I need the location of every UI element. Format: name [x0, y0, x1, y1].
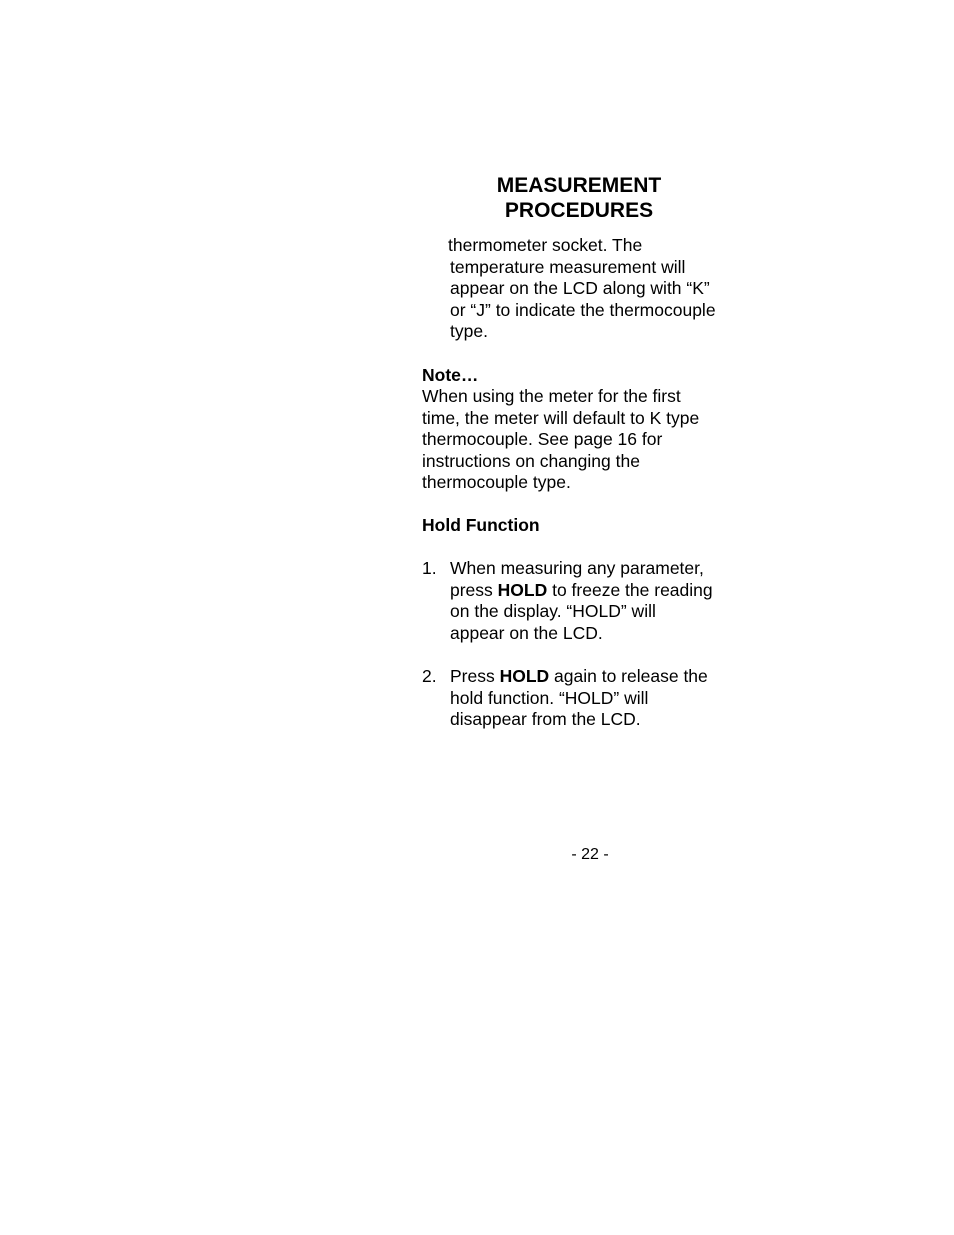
continuation-line: thermometer socket. The: [448, 235, 643, 255]
list-item-number: 1.: [422, 558, 437, 578]
list-item-text: [450, 558, 713, 644]
page-number: - 22 -: [571, 846, 609, 863]
hold-keyword: HOLD: [497, 579, 548, 600]
note-line: thermocouple type.: [422, 472, 571, 493]
list-item-line: [450, 580, 713, 602]
list-item-line: appear on the LCD.: [450, 622, 603, 643]
list-item-number: 2.: [422, 666, 437, 686]
page-title: [429, 173, 729, 223]
list-item-line: hold function. “HOLD” will: [450, 687, 649, 708]
continuation-paragraph: [448, 235, 716, 343]
list-item-text-segment: to freeze the reading: [547, 579, 713, 600]
note-line: instructions on changing the: [422, 450, 640, 471]
list-item-text-segment: again to release the: [549, 666, 708, 686]
page-title-line-1: MEASUREMENT: [496, 174, 662, 197]
note-heading: Note…: [422, 365, 479, 385]
page-title-line-2: PROCEDURES: [504, 199, 654, 222]
note-line: When using the meter for the first: [422, 386, 681, 406]
continuation-line: or “J” to indicate the thermocouple: [450, 299, 716, 320]
note-line: thermocouple. See page 16 for: [422, 429, 663, 450]
list-item-line: disappear from the LCD.: [450, 709, 641, 730]
list-item-text-segment: press: [450, 579, 498, 600]
note-paragraph: [422, 386, 699, 494]
continuation-line: appear on the LCD along with “K”: [450, 278, 710, 299]
list-item-line: When measuring any parameter,: [450, 558, 704, 578]
hold-function-heading: Hold Function: [422, 515, 540, 535]
list-item-text-segment: Press: [450, 666, 500, 686]
list-item-line: on the display. “HOLD” will: [450, 601, 656, 622]
list-item-text: [450, 666, 708, 731]
continuation-line: temperature measurement will: [450, 256, 686, 277]
hold-keyword: HOLD: [499, 666, 550, 686]
list-item-line: [450, 666, 708, 688]
note-line: time, the meter will default to K type: [422, 407, 700, 428]
continuation-line: type.: [450, 321, 488, 342]
